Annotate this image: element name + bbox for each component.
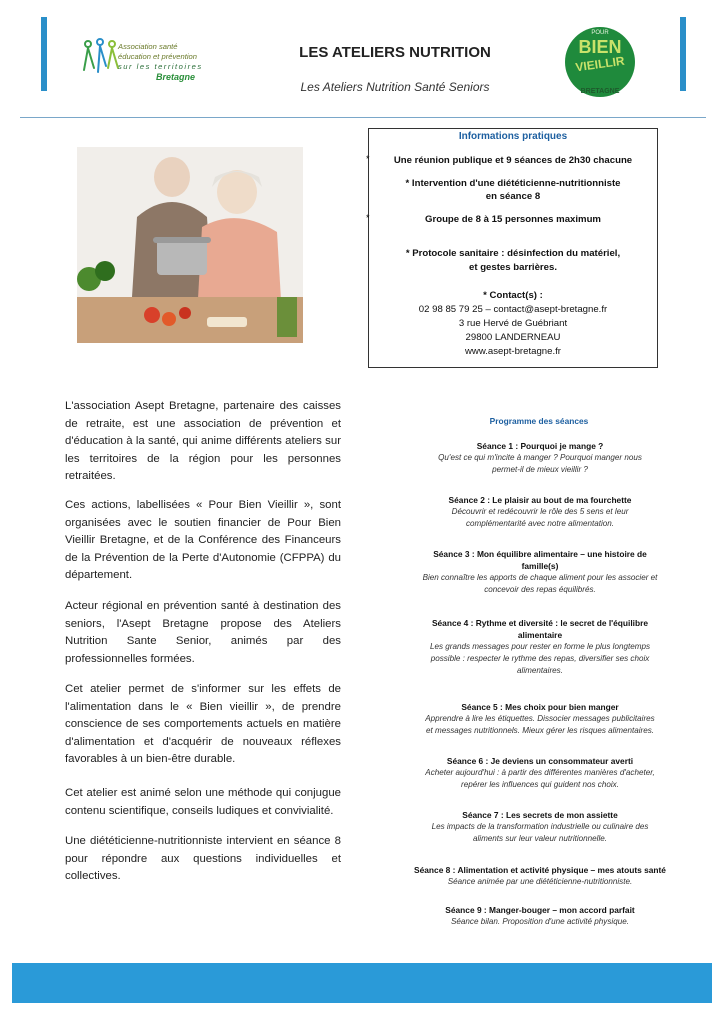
session-heading: Séance 7 : Les secrets de mon assiette [462,810,618,820]
header-divider [20,117,706,118]
session-item [370,494,710,530]
session-heading: Séance 9 : Manger-bouger – mon accord parfait [445,905,635,915]
session-item [370,755,710,791]
contact-address: 3 rue Hervé de Guébriant [458,318,568,329]
session-description: Bien connaître les apports de chaque aliment pour les associer et [422,573,658,582]
session-item [370,701,710,737]
session-heading: Séance 5 : Mes choix pour bien manger [461,702,619,712]
badge-vieillir: VIEILLIR [574,53,626,75]
session-heading: famille(s) [521,561,559,571]
info-item: * Protocole sanitaire : désinfection du matériel, [405,248,621,259]
contact-city: 29800 LANDERNEAU [465,332,561,343]
page-subtitle: Les Ateliers Nutrition Santé Seniors [300,80,490,94]
session-description: concevoir des repas équilibrés. [484,585,596,594]
seniors-cooking-photo [77,147,303,343]
session-description: possible : respecter le rythme des repas, diversifier ses choix [430,654,650,663]
contact-website: www.asept-bretagne.fr [465,346,561,357]
info-item: * Intervention d'une diététicienne-nutritionniste [405,178,621,189]
logo-line-4: Bretagne [156,72,196,82]
session-description: alimentaires. [517,666,563,675]
programme-title: Programme des séances [489,416,589,426]
logo-line-1: Association santé [118,42,178,51]
session-item [370,809,710,845]
footer-band [12,963,712,1003]
header-right-bar [680,17,686,91]
session-item [370,440,710,476]
body-paragraph: Cet atelier permet de s'informer sur les effets de l'alimentation dans le « Bien vieillir », de prendre conscience de ses comportements actuels en matière d'alimentation et d'acquérir de nouveaux réflexes favorables à un bien-être durable. [65,683,341,765]
session-heading: Séance 2 : Le plaisir au bout de ma fourchette [448,495,632,505]
session-description: repérer les influences qui guident nos choix. [461,780,619,789]
badge-region: BRETAGNE [580,88,620,95]
info-bullet-marker: * [366,213,370,223]
session-heading: Séance 8 : Alimentation et activité physique – mes atouts santé [414,865,666,875]
logo-line-2: éducation et prévention [118,52,197,61]
body-paragraph: Acteur régional en prévention santé à destination des seniors, l'Asept Bretagne propose des Ateliers Nutrition Sante Senior, animés par des professionnelles formées. [65,600,341,665]
page-title: LES ATELIERS NUTRITION [299,44,491,61]
asept-logo [78,34,228,90]
body-paragraph: Ces actions, labellisées « Pour Bien Vieillir », sont organisées avec le soutien financier de Pour Bien Vieillir Bretagne, et de la Conférence des Financeurs de la Prévention de la Perte d'Autonomie (CFPPA) du département. [65,499,341,581]
session-description: Qu'est ce qui m'incite à manger ? Pourquoi manger nous [438,453,642,462]
info-item: Une réunion publique et 9 séances de 2h30 chacune [393,155,633,166]
logo-text [118,42,203,82]
session-description: Acheter aujourd'hui : à partir des différentes manières d'acheter, [425,768,655,777]
session-item [370,904,710,928]
badge-pour: POUR [591,30,609,36]
photo-illustration [77,147,303,343]
info-item: en séance 8 [485,191,541,202]
session-description: Séance bilan. Proposition d'une activité physique. [451,917,629,926]
practical-info-box [368,128,658,368]
info-item: et gestes barrières. [469,262,557,273]
session-description: Les grands messages pour rester en forme le plus longtemps [430,642,650,651]
info-item: Groupe de 8 à 15 personnes maximum [425,214,601,225]
contact-phone-email: 02 98 85 79 25 – contact@asept-bretagne.fr [418,304,608,315]
session-description: Apprendre à lire les étiquettes. Dissocier messages publicitaires [425,714,655,723]
session-heading: Séance 4 : Rythme et diversité : le secret de l'équilibre [431,618,649,628]
session-description: permet-il de mieux vieillir ? [492,465,588,474]
body-paragraph: L'association Asept Bretagne, partenaire des caisses de retraite, est une association de prévention et d'éducation à la santé, qui anime différents ateliers sur les territoires de la région pour les personnes retraitées. [65,400,341,482]
session-heading: alimentaire [517,630,563,640]
session-description: et messages nutritionnels. Mieux gérer les risques alimentaires. [425,726,655,735]
session-description: aliments sur leur valeur nutritionnelle. [472,834,608,843]
info-bullet-marker: * [366,154,370,164]
session-heading: Séance 1 : Pourquoi je mange ? [476,441,604,451]
pour-bien-vieillir-logo [565,27,635,97]
session-item [370,864,710,888]
info-title: Informations pratiques [458,131,568,142]
session-item [370,617,710,677]
session-description: Séance animée par une diététicienne-nutritionniste. [447,877,633,886]
session-description: Les impacts de la transformation industrielle ou culinaire des [431,822,649,831]
header-left-bar [41,17,47,91]
session-heading: Séance 3 : Mon équilibre alimentaire – une histoire de [433,549,647,559]
session-description: complémentarité avec notre alimentation. [465,519,614,528]
badge-bien: BIEN [578,37,622,57]
body-paragraph: Une diététicienne-nutritionniste intervient en séance 8 pour répondre aux questions individuelles et collectives. [65,835,341,882]
session-heading: Séance 6 : Je deviens un consommateur averti [446,756,634,766]
logo-line-3: sur les territoires [118,62,203,71]
session-description: Découvrir et redécouvrir le rôle des 5 sens et leur [451,507,629,516]
contact-label: * Contact(s) : [483,290,543,301]
body-paragraph: Cet atelier est animé selon une méthode qui conjugue contenu scientifique, conseils ludiques et convivialité. [65,787,341,817]
session-item [370,548,710,596]
